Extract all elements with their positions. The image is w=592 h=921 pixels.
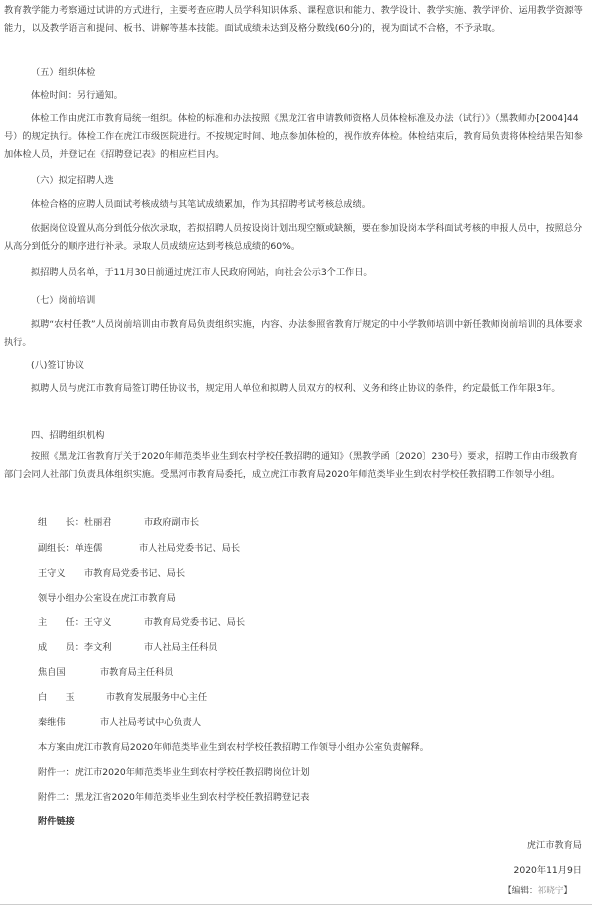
section-6-p3: 拟招聘人员名单，于11月30日前通过虎江市人民政府网站，向社会公示3个工作日。 [31,267,373,278]
editor-close: 】 [563,886,572,896]
section-6-p1: 体检合格的应聘人员面试考核成绩与其笔试成绩累加，作为其招聘考试考核总成绩。 [31,199,371,210]
editor-name: 祁晓宁 [537,886,564,896]
office-row [38,639,218,653]
committee-row [38,565,186,579]
committee-role: 副组长：单连儒 [38,543,103,554]
section-4-body: 按照《黑龙江省教育厅关于2020年师范类毕业生到农村学校任教招聘的通知》（黑教学函〔2020〕230号）要求，招聘工作由市级教育部门会同人社部门负责具体组织实施。受黑河市教育局委托，成立虎江市教育局2020年师范类毕业生到农村学校任教招聘工作领导小组。 [4,451,578,480]
office-title: 市人社局主任科员 [144,642,218,653]
section-6-p2: 依据岗位设置从高分到低分依次录取，若拟招聘人员按设岗计划出现空额或缺额，要在参加设岗本学科面试考核的申报人员中，按照总分从高分到低分的顺序进行补录。录取人员成绩应达到考核总成绩的60%。 [4,223,583,252]
office-title: 市教育发展服务中心主任 [106,692,208,703]
committee-role: 组 长：杜丽君 [38,517,112,528]
office-location: 领导小组办公室设在虎江市教育局 [38,593,176,604]
office-row [38,614,246,628]
office-role: 秦维伟 [38,717,66,728]
signature-date: 2020年11月9日 [513,865,582,876]
attachment-link-label: 附件链接 [38,816,75,827]
editor-credit [503,884,572,896]
attachment-2-link[interactable]: 附件二：黑龙江省2020年师范类毕业生到农村学校任教招聘登记表 [38,792,310,803]
office-role: 成 员：李文利 [38,642,112,653]
office-role: 白 玉 [38,692,75,703]
office-title: 市人社局考试中心负责人 [100,717,202,728]
section-5-body: 体检工作由虎江市教育局统一组织。体检的标准和办法按照《黑龙江省申请教师资格人员体检标准及办法（试行）》（黑教师办[2004]44号）的规定执行。体检工作在虎江市级医院进行。不按规定时间、地点参加体检的，视作放弃体检。体检结束后，教育局负责将体检结果告知参加体检人员，并登记在《招聘登记表》的相应栏目内。 [4,113,583,160]
office-role: 主 任：王守义 [38,617,112,628]
committee-title: 市人社局党委书记、局长 [139,543,241,554]
committee-title: 市政府副市长 [144,517,200,528]
section-6-heading: （六）拟定招聘人选 [31,175,114,186]
committee-row [38,514,200,528]
section-7-heading: （七）岗前培训 [31,295,96,306]
section-4-heading: 四、招聘组织机构 [31,430,105,441]
bottom-divider [0,904,592,905]
section-5-heading: （五）组织体检 [31,67,96,78]
committee-row [38,540,241,554]
office-title: 市教育局主任科员 [100,667,174,678]
intro-paragraph: 教育教学能力考察通过试讲的方式进行，主要考查应聘人员学科知识体系、课程意识和能力、教学设计、教学实施、教学评价、运用教学资源等能力，以及教学语言和提问、板书、讲解等基本技能。面试成绩未达到及格分数线(60分)的，视为面试不合格，不予录取。 [4,5,583,34]
office-title: 市教育局党委书记、局长 [144,617,246,628]
section-7-body: 拟聘“农村任教”人员岗前培训由市教育局负责组织实施，内容、办法参照省教育厅规定的中小学教师培训中新任教师岗前培训的具体要求执行。 [4,319,583,348]
section-5-time: 体检时间：另行通知。 [31,90,123,101]
committee-title: 市教育局党委书记、局长 [84,568,186,579]
office-row [38,714,202,728]
explain-note: 本方案由虎江市教育局2020年师范类毕业生到农村学校任教招聘工作领导小组办公室负责解释。 [38,742,429,753]
office-role: 焦自国 [38,667,66,678]
section-8-body: 拟聘人员与虎江市教育局签订聘任协议书，规定用人单位和拟聘人员双方的权利、义务和终止协议的条件，约定最低工作年限3年。 [31,383,561,394]
section-8-heading: (八)签订协议 [31,360,85,371]
committee-role: 王守义 [38,568,66,579]
attachment-1-link[interactable]: 附件一：虎江市2020年师范类毕业生到农村学校任教招聘岗位计划 [38,767,310,778]
editor-open: 【编辑： [503,886,538,896]
office-row [38,664,174,678]
signature-org: 虎江市教育局 [526,840,582,851]
office-row [38,689,208,703]
